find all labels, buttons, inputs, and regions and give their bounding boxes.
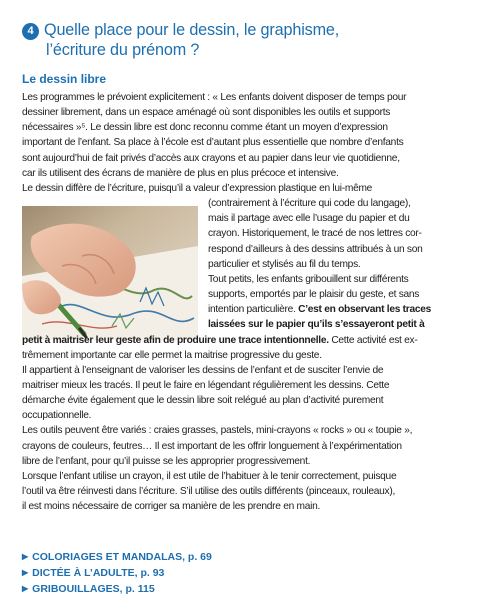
paragraph-line: il est moins nécessaire de corriger sa manière de les prendre en main. <box>22 501 321 513</box>
paragraph-line: maitriser mieux les tracés. Il peut le faire en légendant régulièrement les dessins. Cette <box>22 379 390 391</box>
bold-emphasis: petit à maitriser leur geste afin de produire une trace intentionnelle. <box>22 334 329 346</box>
bold-emphasis: C’est en observant les traces <box>295 304 432 316</box>
wrapped-line: crayon. Historiquement, le tracé de nos lettres cor- <box>208 228 422 240</box>
paragraph-line: important de l’enfant. Sa place à l’école est d’autant plus essentielle que nombre d’enfants <box>22 137 404 149</box>
paragraph-line: Lorsque l’enfant utilise un crayon, il est utile de l’habituer à le tenir correctement, puisque <box>22 470 397 482</box>
link-label: GRIBOUILLAGES, p. 115 <box>32 583 155 595</box>
paragraph-text: Cette activité est ex- <box>328 334 418 346</box>
paragraph-line: car ils utilisent des écrans de manière de plus en plus précoce et intensive. <box>22 167 339 179</box>
paragraph-line: nécessaires »⁵. Le dessin libre est donc reconnu comme étant un moyen d’expression <box>22 122 388 134</box>
paragraph-line: sont aujourd’hui de fait privés d’accès aux crayons et au papier dans leur vie quotidienne, <box>22 152 400 164</box>
paragraph-line: Il appartient à l’enseignant de valoriser les dessins de l’enfant et de susciter l’envie de <box>22 364 384 376</box>
paragraph-line <box>22 333 462 348</box>
triangle-right-icon: ▶ <box>22 584 29 593</box>
subsection-title: Le dessin libre <box>22 72 107 86</box>
triangle-right-icon: ▶ <box>22 568 29 577</box>
paragraph-line: dessiner librement, dans un espace aménagé où sont disponibles les outils et supports <box>22 107 391 119</box>
paragraph-line: l’outil va être réinvesti dans l’écriture. S’il utilise des outils différents (pinceaux, rouleaux), <box>22 486 395 498</box>
title-line-2: l’écriture du prénom ? <box>46 41 200 59</box>
wrapped-line: mais il partage avec elle l’usage du papier et du <box>208 213 410 225</box>
wrapped-line: (contrairement à l’écriture qui code du langage), <box>208 198 411 210</box>
link-label: COLORIAGES ET MANDALAS, p. 69 <box>32 551 212 563</box>
link-gribouillages[interactable] <box>22 581 212 597</box>
paragraph-line: crayons de couleurs, feutres… Il est important de les offrir longuement à l’expérimentation <box>22 440 402 452</box>
wrapped-line <box>208 317 462 332</box>
paragraph-line: Les programmes le prévoient explicitement : « Les enfants doivent disposer de temps pour <box>22 92 407 103</box>
paragraph-line: Le dessin diffère de l’écriture, puisqu’il a valeur d’expression plastique en lui-même <box>22 182 373 194</box>
bold-emphasis: laissées sur le papier qu’ils s’essayeront petit à <box>208 319 425 331</box>
wrapped-text-block <box>22 196 462 332</box>
paragraph-line: libre de l’enfant, pour qu’il puisse se les approprier progressivement. <box>22 455 311 467</box>
section-number-badge: 4 <box>22 23 39 40</box>
link-dictee[interactable] <box>22 565 212 581</box>
paragraph-line: occupationnelle. <box>22 410 92 422</box>
wrapped-line <box>208 302 462 317</box>
paragraph-line: Les outils peuvent être variés : craies grasses, pastels, mini-crayons « rocks » ou « toupie », <box>22 425 413 437</box>
link-label: DICTÉE À L’ADULTE, p. 93 <box>32 567 165 579</box>
triangle-right-icon: ▶ <box>22 552 29 561</box>
cross-reference-links <box>22 549 212 597</box>
wrapped-line: particulier et stylisés au fil du temps. <box>208 258 361 270</box>
wrapped-line: Tout petits, les enfants gribouillent sur différents <box>208 273 409 285</box>
paragraph-line: trêmement importante car elle permet la maitrise progressive du geste. <box>22 349 322 361</box>
body-text <box>22 90 462 514</box>
wrapped-text: intention particulière. <box>208 304 296 316</box>
section-header <box>22 20 472 60</box>
wrapped-line: respond d’ailleurs à des dessins attribués à un son <box>208 243 423 255</box>
title-line-1: Quelle place pour le dessin, le graphisme, <box>44 21 340 39</box>
wrapped-line: supports, emportés par le plaisir du geste, et sans <box>208 289 420 301</box>
link-coloriages[interactable] <box>22 549 212 565</box>
section-title-heading <box>44 20 472 60</box>
paragraph-line: démarche évite également que le dessin libre soit relégué au plan d’activité purement <box>22 395 384 407</box>
